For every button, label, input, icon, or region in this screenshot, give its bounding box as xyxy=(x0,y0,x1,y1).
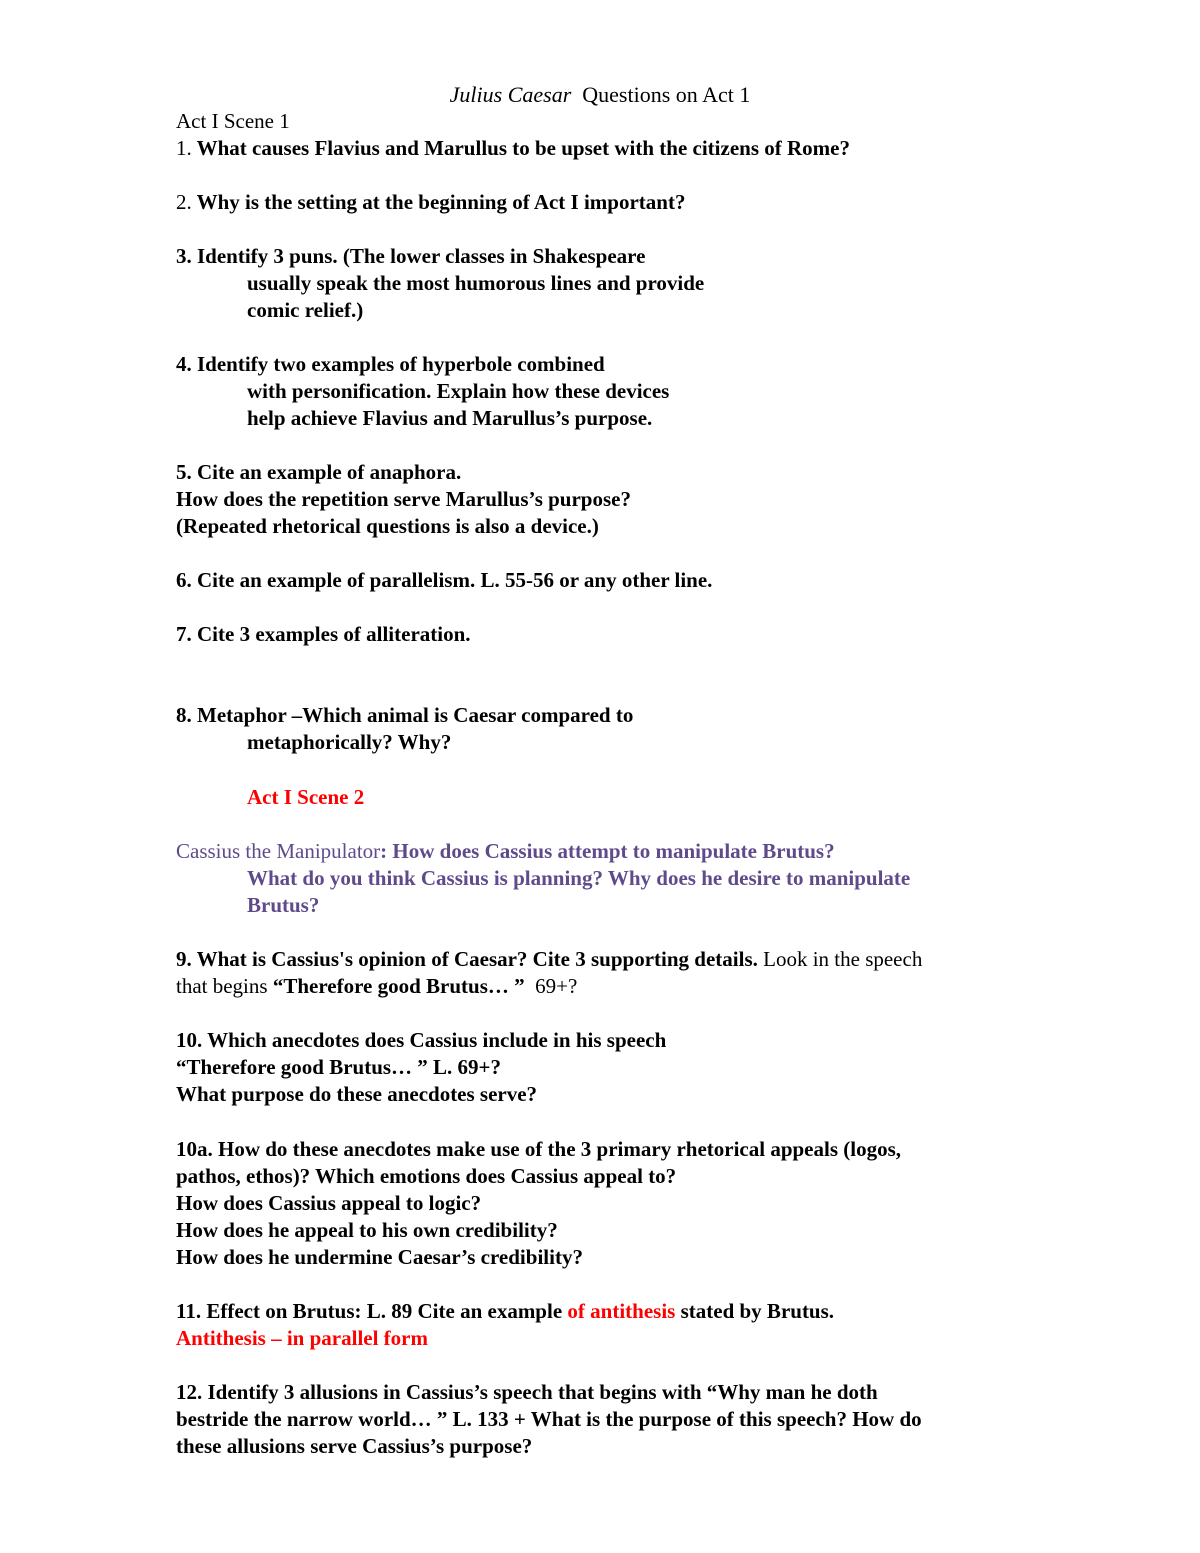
scene1-heading: Act I Scene 1 xyxy=(176,109,290,133)
question-5-line-3: (Repeated rhetorical questions is also a device.) xyxy=(176,514,599,538)
question-4-line-1: 4. Identify two examples of hyperbole combined xyxy=(176,352,605,376)
scene2-heading: Act I Scene 2 xyxy=(247,785,365,809)
title-italic: Julius Caesar xyxy=(449,82,572,107)
q11-antithesis: of antithesis xyxy=(567,1299,676,1323)
question-3-line-1: 3. Identify 3 puns. (The lower classes in Shakespeare xyxy=(176,244,646,268)
question-10a-line-4: How does he appeal to his own credibility? xyxy=(176,1218,558,1242)
question-10a-line-1: 10a. How do these anecdotes make use of the 3 primary rhetorical appeals (logos, xyxy=(176,1137,902,1161)
question-5-line-2: How does the repetition serve Marullus’s purpose? xyxy=(176,487,631,511)
question-12-line-1: 12. Identify 3 allusions in Cassius’s speech that begins with “Why man he doth xyxy=(176,1380,878,1404)
q1-number: 1. xyxy=(176,136,192,160)
question-9-line-2 xyxy=(176,973,577,1000)
question-10-line-1: 10. Which anecdotes does Cassius include in his speech xyxy=(176,1028,667,1052)
question-6: 6. Cite an example of parallelism. L. 55-56 or any other line. xyxy=(176,568,713,592)
cassius-manipulator-line-3: Brutus? xyxy=(247,893,320,917)
q1-text: What causes Flavius and Marullus to be upset with the citizens of Rome? xyxy=(191,136,850,160)
question-10a-line-5: How does he undermine Caesar’s credibility? xyxy=(176,1245,583,1269)
question-11-line-2: Antithesis – in parallel form xyxy=(176,1326,428,1350)
question-10a-line-3: How does Cassius appeal to logic? xyxy=(176,1191,482,1215)
question-12-line-3: these allusions serve Cassius’s purpose? xyxy=(176,1434,533,1458)
question-8-line-2: metaphorically? Why? xyxy=(247,730,452,754)
question-10-line-2: “Therefore good Brutus… ” L. 69+? xyxy=(176,1055,502,1079)
q9-quote: “Therefore good Brutus… ” xyxy=(272,974,525,998)
cassius-label: Cassius the Manipulator xyxy=(176,839,381,863)
q9-line-ref: 69+? xyxy=(524,974,578,998)
question-12-line-2: bestride the narrow world… ” L. 133 + What is the purpose of this speech? How do xyxy=(176,1407,922,1431)
cassius-manipulator-line-1 xyxy=(176,838,835,865)
q9-that-begins: that begins xyxy=(176,974,273,998)
cassius-question: : How does Cassius attempt to manipulate Brutus? xyxy=(380,839,835,863)
question-1 xyxy=(176,135,850,162)
page-title xyxy=(0,81,1200,109)
question-3-line-2: usually speak the most humorous lines and provide xyxy=(247,271,705,295)
title-rest: Questions on Act 1 xyxy=(571,82,751,107)
q11-part-a: 11. Effect on Brutus: L. 89 Cite an example xyxy=(176,1299,568,1323)
q9-plain: Look in the speech xyxy=(757,947,923,971)
question-4-line-2: with personification. Explain how these devices xyxy=(247,379,670,403)
question-2 xyxy=(176,189,685,216)
question-11-line-1 xyxy=(176,1298,834,1325)
q2-text: Why is the setting at the beginning of Act I important? xyxy=(191,190,686,214)
question-5-line-1: 5. Cite an example of anaphora. xyxy=(176,460,462,484)
question-8-line-1: 8. Metaphor –Which animal is Caesar compared to xyxy=(176,703,634,727)
question-7: 7. Cite 3 examples of alliteration. xyxy=(176,622,471,646)
q11-part-c: stated by Brutus. xyxy=(675,1299,835,1323)
q9-bold: 9. What is Cassius's opinion of Caesar? Cite 3 supporting details. xyxy=(176,947,758,971)
q2-number: 2. xyxy=(176,190,192,214)
question-10-line-3: What purpose do these anecdotes serve? xyxy=(176,1082,538,1106)
question-9-line-1 xyxy=(176,946,922,973)
question-10a-line-2: pathos, ethos)? Which emotions does Cassius appeal to? xyxy=(176,1164,677,1188)
cassius-manipulator-line-2: What do you think Cassius is planning? Why does he desire to manipulate xyxy=(247,866,911,890)
question-3-line-3: comic relief.) xyxy=(247,298,364,322)
question-4-line-3: help achieve Flavius and Marullus’s purpose. xyxy=(247,406,653,430)
